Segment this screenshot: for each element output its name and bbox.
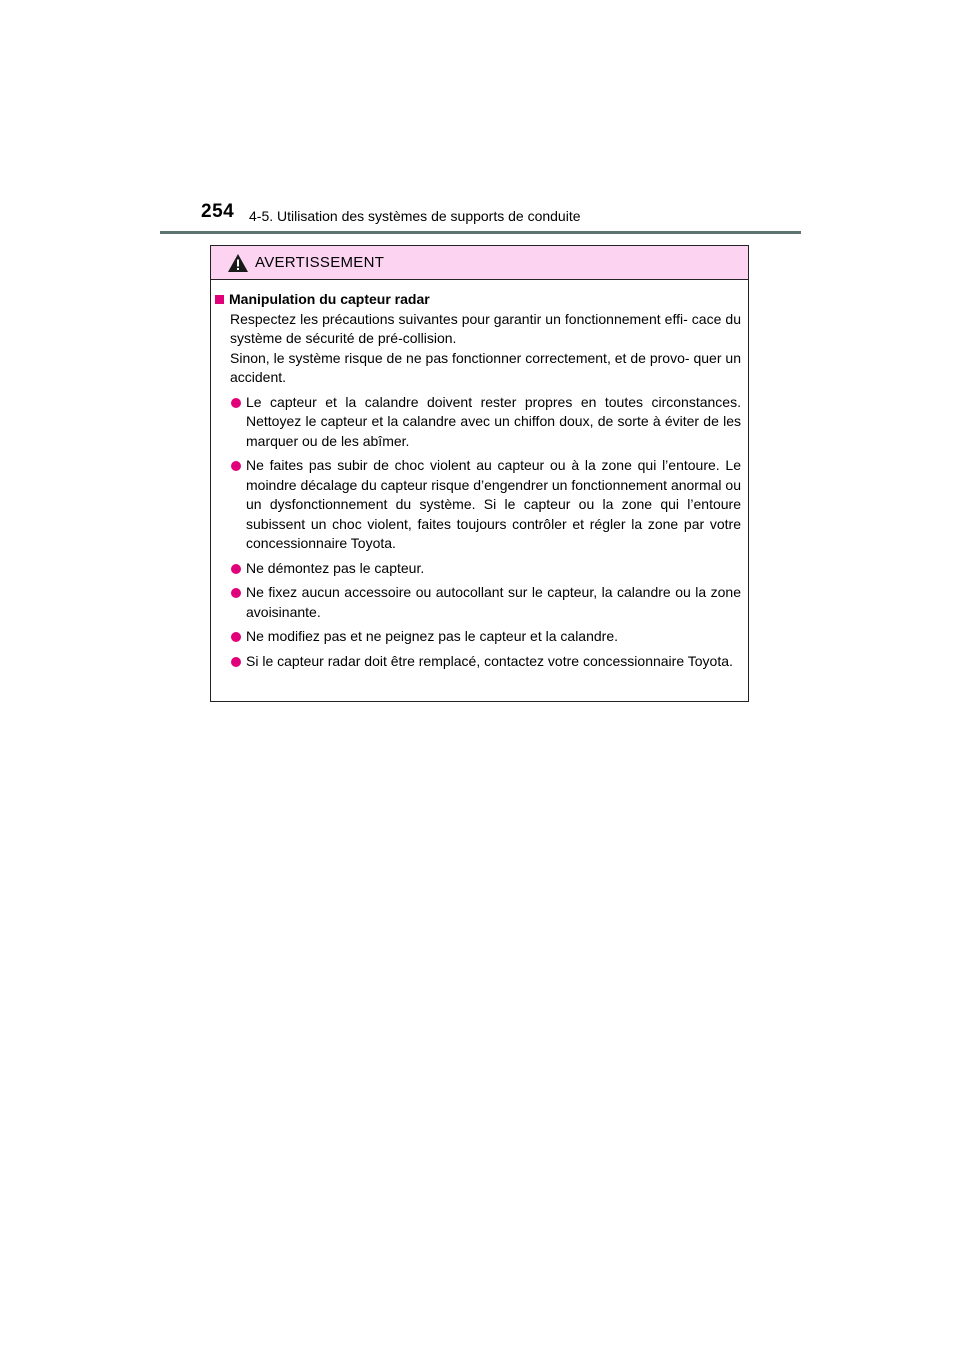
list-item-text: Ne démontez pas le capteur.	[246, 559, 425, 576]
warning-body	[211, 280, 748, 671]
round-bullet-icon	[231, 564, 241, 574]
list-item-text: Si le capteur radar doit être remplacé, contactez votre concessionnaire Toyota.	[246, 652, 733, 669]
list-item	[215, 393, 741, 452]
warning-triangle-icon	[227, 253, 249, 273]
list-item	[215, 652, 741, 672]
bullet-list	[215, 393, 741, 672]
warning-box	[210, 245, 749, 702]
warning-header	[211, 246, 748, 280]
section-heading	[215, 290, 741, 310]
round-bullet-icon	[231, 588, 241, 598]
intro-paragraph	[215, 310, 741, 388]
section-heading-text: Manipulation du capteur radar	[229, 291, 430, 307]
round-bullet-icon	[231, 398, 241, 408]
page-number: 254	[201, 201, 235, 222]
square-bullet-icon	[215, 295, 224, 304]
list-item-text: Ne faites pas subir de choc violent au capteur ou à la zone qui l’entoure. Le moindre décalage du capteur risque d’engendrer un fonctionnement anormal ou un dysfonctionnement du système. Si le capteur ou la zone qui l’entoure subissent un choc violent, faites toujours contrôler et régler la zone par votre concessionnaire Toyota.	[246, 457, 741, 551]
round-bullet-icon	[231, 657, 241, 667]
list-item	[215, 583, 741, 622]
round-bullet-icon	[231, 632, 241, 642]
warning-title: AVERTISSEMENT	[255, 254, 385, 271]
intro-line: Sinon, le système risque de ne pas fonctionner correctement, et de provo- quer un accident.	[230, 349, 741, 385]
list-item	[215, 559, 741, 579]
list-item	[215, 456, 741, 554]
header-rule	[160, 231, 801, 234]
list-item	[215, 627, 741, 647]
list-item-text: Ne fixez aucun accessoire ou autocollant sur le capteur, la calandre ou la zone avoisinante.	[246, 584, 741, 620]
round-bullet-icon	[231, 461, 241, 471]
section-title: 4-5. Utilisation des systèmes de supports de conduite	[249, 208, 581, 224]
intro-line: Respectez les précautions suivantes pour garantir un fonctionnement effi- cace du système de sécurité de pré-collision.	[230, 310, 741, 346]
list-item-text: Ne modifiez pas et ne peignez pas le capteur et la calandre.	[246, 628, 619, 644]
list-item-text: Le capteur et la calandre doivent rester propres en toutes circonstances. Nettoyez le capteur et la calandre avec un chiffon doux, de sorte à éviter de les marquer ou de les abîmer.	[246, 393, 741, 449]
